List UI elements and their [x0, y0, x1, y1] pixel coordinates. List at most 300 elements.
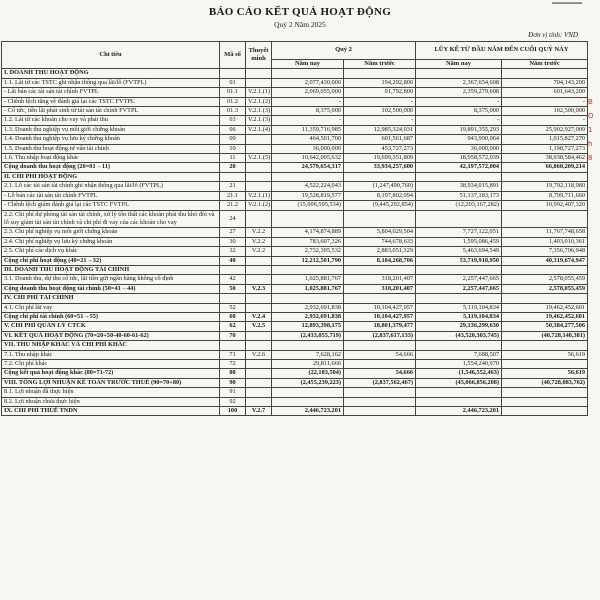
row-ytd-this-year: 2,257,447,665 [416, 284, 502, 293]
row-ytd-this-year: 29,136,299,630 [416, 322, 502, 331]
row-q-last-year [344, 210, 416, 228]
row-ytd-last-year: - [502, 116, 588, 125]
row-code: 01.3 [220, 107, 246, 116]
row-note: V.2.1.(1) [246, 88, 272, 97]
row-q-this-year [272, 172, 344, 181]
row-q-this-year: (2,433,055,719) [272, 331, 344, 340]
row-q-this-year: 2,069,055,000 [272, 88, 344, 97]
row-q-last-year [344, 388, 416, 397]
row-label: 1.3. Doanh thu nghiệp vụ môi giới chứng khoán [2, 125, 220, 134]
row-label: Cộng chi phí tài chính (60=51→55) [2, 312, 220, 321]
row-ytd-this-year: 53,719,918,950 [416, 256, 502, 265]
row-q-this-year: - [272, 116, 344, 125]
row-q-this-year: 2,732,395,532 [272, 247, 344, 256]
row-q-last-year: 318,201,407 [344, 275, 416, 284]
row-ytd-last-year [502, 265, 588, 274]
table-body [2, 69, 588, 416]
row-note: V.2.1.(5) [246, 154, 272, 163]
row-q-last-year: (2,837,562,467) [344, 378, 416, 387]
row-ytd-this-year: 5,463,694,549 [416, 247, 502, 256]
row-code: 71 [220, 350, 246, 359]
row-q-last-year: 19,699,351,809 [344, 154, 416, 163]
table-row [2, 97, 588, 106]
row-q-this-year [272, 265, 344, 274]
row-ytd-last-year: (40,728,140,381) [502, 331, 588, 340]
row-note: V.2.5 [246, 322, 272, 331]
row-q-last-year [344, 69, 416, 78]
row-ytd-last-year: 56,619 [502, 350, 588, 359]
row-q-this-year: 4,522,224,043 [272, 182, 344, 191]
row-label: 7.1. Thu nhập khác [2, 350, 220, 359]
row-label: 4.1. Chi phí lãi vay [2, 303, 220, 312]
row-note [246, 341, 272, 350]
row-note [246, 360, 272, 369]
row-code: 60 [220, 312, 246, 321]
row-code: 100 [220, 407, 246, 416]
row-ytd-last-year [502, 388, 588, 397]
table-row [2, 360, 588, 369]
table-row [2, 397, 588, 406]
row-q-this-year [272, 210, 344, 228]
row-note [246, 331, 272, 340]
header-quarter: Quý 2 [272, 42, 416, 60]
row-note [246, 135, 272, 144]
header-ytd-last-year: Năm trước [502, 60, 588, 69]
row-q-this-year: (15,006,595,534) [272, 201, 344, 210]
row-ytd-last-year: - [502, 97, 588, 106]
row-note [246, 256, 272, 265]
table-row [2, 303, 588, 312]
row-label: 2.4. Chi phí nghiệp vụ lưu ký chứng khoán [2, 237, 220, 246]
table-row [2, 407, 588, 416]
header-q-last-year: Năm trước [344, 60, 416, 69]
row-note [246, 78, 272, 87]
row-note [246, 294, 272, 303]
row-label: II. CHI PHÍ HOẠT ĐỘNG [2, 172, 220, 181]
row-code: 21.2 [220, 201, 246, 210]
header-q-this-year: Năm nay [272, 60, 344, 69]
row-note: V.2.1.(2) [246, 97, 272, 106]
table-row [2, 322, 588, 331]
row-ytd-this-year: 38,934,015,891 [416, 182, 502, 191]
row-code: 24 [220, 210, 246, 228]
header-code: Mã số [220, 42, 246, 69]
row-q-last-year: 102,500,000 [344, 107, 416, 116]
row-code: 91 [220, 388, 246, 397]
row-ytd-this-year: 2,257,447,665 [416, 275, 502, 284]
table-row [2, 228, 588, 237]
row-ytd-last-year [502, 172, 588, 181]
row-ytd-this-year: 18,958,572,039 [416, 154, 502, 163]
row-note [246, 69, 272, 78]
row-note: V.2.1.(2) [246, 201, 272, 210]
row-q-last-year [344, 265, 416, 274]
row-note: V.2.4 [246, 312, 272, 321]
table-row [2, 247, 588, 256]
row-code: 01 [220, 78, 246, 87]
row-label: I. DOANH THU HOẠT ĐỘNG [2, 69, 220, 78]
row-q-this-year: 8,375,000 [272, 107, 344, 116]
table-row [2, 341, 588, 350]
row-note: V.2.1.(4) [246, 125, 272, 134]
row-note: V.2.1.(3) [246, 107, 272, 116]
row-q-this-year [272, 388, 344, 397]
row-note: V.2.2 [246, 247, 272, 256]
row-ytd-this-year: 1,554,240,970 [416, 360, 502, 369]
row-ytd-last-year: 601,643,200 [502, 88, 588, 97]
row-q-this-year: 464,501,700 [272, 135, 344, 144]
row-ytd-this-year: - [416, 116, 502, 125]
row-ytd-last-year: 2,578,055,459 [502, 284, 588, 293]
row-q-last-year: - [344, 97, 416, 106]
row-ytd-this-year [416, 341, 502, 350]
row-ytd-last-year: 25,902,927,009 [502, 125, 588, 134]
table-row [2, 107, 588, 116]
row-q-last-year: 18,801,379,477 [344, 322, 416, 331]
row-label: 8.2. Lợi nhuận chưa thực hiện [2, 397, 220, 406]
row-label: Cộng doanh thu hoạt động (20=01→11) [2, 163, 220, 172]
row-label: IV. CHI PHÍ TÀI CHÍNH [2, 294, 220, 303]
row-q-this-year: 783,607,326 [272, 237, 344, 246]
row-q-this-year: 2,077,430,000 [272, 78, 344, 87]
row-q-last-year [344, 360, 416, 369]
row-q-last-year: 54,666 [344, 350, 416, 359]
row-code [220, 265, 246, 274]
row-ytd-this-year [416, 265, 502, 274]
row-ytd-last-year: 2,578,055,459 [502, 275, 588, 284]
row-note [246, 163, 272, 172]
row-label: - Lãi bán các tài sản tài chính FVTPL [2, 88, 220, 97]
row-label: - Chênh lệch tăng về đánh giá lại các TSTC FVTPL [2, 97, 220, 106]
row-ytd-last-year: 19,792,118,980 [502, 182, 588, 191]
row-label: 2.5. Chi phí các dịch vụ khác [2, 247, 220, 256]
row-label: 7.2. Chi phí khác [2, 360, 220, 369]
row-q-last-year: 12,985,324,031 [344, 125, 416, 134]
row-label: - Lỗ bán các tài sản tài chính FVTPL [2, 191, 220, 200]
row-q-last-year [344, 407, 416, 416]
header-indicator: Chỉ tiêu [2, 42, 220, 69]
table-row [2, 369, 588, 378]
row-label: Cộng doanh thu hoạt động tài chính (50=41→44) [2, 284, 220, 293]
row-note [246, 182, 272, 191]
row-label: 1.4. Doanh thu nghiệp vụ lưu ký chứng khoán [2, 135, 220, 144]
header-ytd-this-year: Năm nay [416, 60, 502, 69]
row-ytd-this-year [416, 210, 502, 228]
row-ytd-this-year: 2,446,723,201 [416, 407, 502, 416]
row-label: - Cổ tức, tiền lãi phát sinh từ tài sản tài chính FVTPL [2, 107, 220, 116]
row-label: 1.5. Doanh thu hoạt động tư vấn tài chính [2, 144, 220, 153]
row-q-last-year [344, 172, 416, 181]
table-row [2, 78, 588, 87]
row-q-this-year: 4,174,874,889 [272, 228, 344, 237]
row-ytd-this-year: (12,203,167,282) [416, 201, 502, 210]
row-ytd-last-year: 66,860,209,214 [502, 163, 588, 172]
row-code: 27 [220, 228, 246, 237]
row-ytd-last-year: 38,038,584,462 [502, 154, 588, 163]
row-ytd-last-year: 10,992,407,320 [502, 201, 588, 210]
row-note [246, 265, 272, 274]
row-q-this-year: - [272, 97, 344, 106]
row-q-last-year: 194,292,800 [344, 78, 416, 87]
row-label: 2.1. Lỗ các tài sản tài chính ghi nhận thông qua lãi/lỗ (FVTPL) [2, 182, 220, 191]
row-ytd-last-year: (40,728,083,762) [502, 378, 588, 387]
row-code: 62 [220, 322, 246, 331]
table-row [2, 210, 588, 228]
row-q-last-year: 601,561,687 [344, 135, 416, 144]
row-ytd-this-year: 7,688,507 [416, 350, 502, 359]
row-label: VI. KẾT QUẢ HOẠT ĐỘNG (70=20+50-40-60-61-62) [2, 331, 220, 340]
row-label: VIII. TỔNG LỢI NHUẬN KẾ TOÁN TRƯỚC THUẾ (90=70+80) [2, 378, 220, 387]
row-label: 1.2. Lãi từ các khoản cho vay và phải thu [2, 116, 220, 125]
table-row [2, 350, 588, 359]
row-ytd-this-year: 19,891,355,293 [416, 125, 502, 134]
row-label: VII. THU NHẬP KHÁC VÀ CHI PHÍ KHÁC [2, 341, 220, 350]
row-label: 3.1. Doanh thu, dự thu cổ tức, lãi tiền gửi ngân hàng không cố định [2, 275, 220, 284]
row-ytd-this-year: 7,727,122,051 [416, 228, 502, 237]
row-q-this-year: (2,455,239,223) [272, 378, 344, 387]
row-q-last-year: 8,197,802,094 [344, 191, 416, 200]
row-q-last-year: 8,184,268,706 [344, 256, 416, 265]
row-code: 10 [220, 144, 246, 153]
row-code [220, 294, 246, 303]
row-code: 06 [220, 125, 246, 134]
row-q-this-year: 12,212,501,790 [272, 256, 344, 265]
row-code [220, 69, 246, 78]
row-code [220, 172, 246, 181]
row-q-last-year: 10,104,427,957 [344, 303, 416, 312]
row-code [220, 341, 246, 350]
row-code: 92 [220, 397, 246, 406]
row-q-this-year: 10,642,005,632 [272, 154, 344, 163]
row-ytd-last-year: 1,198,727,273 [502, 144, 588, 153]
row-label: 8.1. Lợi nhuận đã thực hiện [2, 388, 220, 397]
row-code: 42 [220, 275, 246, 284]
handwritten-margin-mark: B O 1 h 8 [588, 98, 594, 162]
row-q-this-year [272, 341, 344, 350]
row-ytd-this-year: 2,367,654,608 [416, 78, 502, 87]
row-q-this-year: 29,811,666 [272, 360, 344, 369]
table-row [2, 388, 588, 397]
header-note: Thuyết minh [246, 42, 272, 69]
row-q-this-year: 11,359,716,985 [272, 125, 344, 134]
table-row [2, 182, 588, 191]
row-code: 01.2 [220, 97, 246, 106]
row-ytd-this-year: (45,066,856,208) [416, 378, 502, 387]
row-ytd-this-year: 5,119,104,834 [416, 303, 502, 312]
row-code: 70 [220, 331, 246, 340]
row-label: 2.3. Chi phí nghiệp vụ môi giới chứng khoán [2, 228, 220, 237]
row-code: 09 [220, 135, 246, 144]
row-ytd-last-year: 56,619 [502, 369, 588, 378]
table-row [2, 331, 588, 340]
row-note [246, 144, 272, 153]
row-note [246, 210, 272, 228]
report-title: BÁO CÁO KẾT QUẢ HOẠT ĐỘNG [208, 6, 392, 18]
row-ytd-this-year: 2,359,279,608 [416, 88, 502, 97]
header-ytd: LŨY KẾ TỪ ĐẦU NĂM ĐẾN CUỐI QUÝ NÀY [416, 42, 588, 60]
row-ytd-last-year [502, 210, 588, 228]
row-code: 11 [220, 154, 246, 163]
row-q-last-year: 318,201,407 [344, 284, 416, 293]
table-row [2, 144, 588, 153]
row-label: Cộng kết quả hoạt động khác (80=71-72) [2, 369, 220, 378]
row-ytd-this-year: - [416, 97, 502, 106]
row-note: V.2.1.(3) [246, 116, 272, 125]
row-ytd-this-year: 943,990,064 [416, 135, 502, 144]
row-ytd-this-year: 42,197,572,004 [416, 163, 502, 172]
row-code: 72 [220, 360, 246, 369]
row-ytd-this-year: 1,595,086,459 [416, 237, 502, 246]
row-ytd-this-year [416, 294, 502, 303]
table-row [2, 284, 588, 293]
row-ytd-last-year: 1,015,827,270 [502, 135, 588, 144]
row-label: IX. CHI PHÍ THUẾ TNDN [2, 407, 220, 416]
row-note [246, 303, 272, 312]
row-q-last-year: (2,837,617,133) [344, 331, 416, 340]
row-q-this-year [272, 294, 344, 303]
row-ytd-this-year [416, 172, 502, 181]
row-code: 80 [220, 369, 246, 378]
row-q-last-year: (9,445,292,854) [344, 201, 416, 210]
row-ytd-last-year [502, 341, 588, 350]
table-row [2, 265, 588, 274]
row-ytd-last-year [502, 407, 588, 416]
row-q-last-year: 744,678,633 [344, 237, 416, 246]
table-row [2, 256, 588, 265]
row-ytd-last-year [502, 294, 588, 303]
row-ytd-this-year [416, 397, 502, 406]
table-row [2, 154, 588, 163]
row-q-this-year: 1,025,881,767 [272, 275, 344, 284]
row-note: V.2.1.(1) [246, 191, 272, 200]
row-q-last-year [344, 294, 416, 303]
row-ytd-last-year: 102,500,000 [502, 107, 588, 116]
row-label: Cộng chi phí hoạt động (40=21→32) [2, 256, 220, 265]
table-row [2, 69, 588, 78]
table-row [2, 88, 588, 97]
row-code: 90 [220, 378, 246, 387]
row-note: V.2.6 [246, 350, 272, 359]
row-q-this-year [272, 69, 344, 78]
row-code: 21.1 [220, 191, 246, 200]
report-period: Quý 2 Năm 2025 [274, 20, 326, 29]
row-note: V.2.3 [246, 284, 272, 293]
row-note [246, 275, 272, 284]
row-code: 40 [220, 256, 246, 265]
row-code: 30 [220, 237, 246, 246]
row-code: 50 [220, 284, 246, 293]
row-ytd-this-year: 51,137,183,173 [416, 191, 502, 200]
row-note [246, 172, 272, 181]
row-q-last-year: 91,792,800 [344, 88, 416, 97]
row-code: 32 [220, 247, 246, 256]
row-label: V. CHI PHÍ QUẢN LÝ CTCK [2, 322, 220, 331]
table-row [2, 201, 588, 210]
row-q-last-year: 5,804,029,504 [344, 228, 416, 237]
row-q-this-year: 19,528,819,577 [272, 191, 344, 200]
row-ytd-last-year: 7,356,796,948 [502, 247, 588, 256]
income-statement-table [1, 41, 588, 416]
row-note [246, 397, 272, 406]
row-ytd-last-year: 19,462,452,601 [502, 312, 588, 321]
table-row [2, 275, 588, 284]
row-q-this-year: 2,932,691,838 [272, 303, 344, 312]
row-label: 1.1. Lãi từ các TSTC ghi nhận thông qua lãi/lỗ (FVTPL) [2, 78, 220, 87]
row-ytd-last-year: 704,143,200 [502, 78, 588, 87]
row-q-last-year: 10,104,427,957 [344, 312, 416, 321]
row-ytd-this-year: (1,546,552,463) [416, 369, 502, 378]
row-q-last-year [344, 397, 416, 406]
row-label: III. DOANH THU HOẠT ĐỘNG TÀI CHÍNH [2, 265, 220, 274]
row-ytd-last-year: 8,799,711,660 [502, 191, 588, 200]
currency-unit: Đơn vị tính: VND [528, 31, 578, 39]
row-q-this-year: 12,893,398,175 [272, 322, 344, 331]
table-row [2, 378, 588, 387]
row-note [246, 378, 272, 387]
row-note [246, 369, 272, 378]
row-code: 01.1 [220, 88, 246, 97]
row-code: 03 [220, 116, 246, 125]
row-q-this-year: (22,183,504) [272, 369, 344, 378]
row-ytd-this-year: 36,000,000 [416, 144, 502, 153]
table-row [2, 125, 588, 134]
row-code: 20 [220, 163, 246, 172]
row-ytd-this-year [416, 69, 502, 78]
row-ytd-last-year: 11,767,748,658 [502, 228, 588, 237]
table-row [2, 312, 588, 321]
row-q-this-year: 2,446,723,201 [272, 407, 344, 416]
row-ytd-last-year: 40,319,674,947 [502, 256, 588, 265]
row-note: V.2.2 [246, 237, 272, 246]
row-q-this-year: 1,025,881,767 [272, 284, 344, 293]
table-row [2, 191, 588, 200]
table-row [2, 172, 588, 181]
row-label: - Chênh lệch giảm đánh giá lại các TSTC FVTPL [2, 201, 220, 210]
table-row [2, 135, 588, 144]
table-row [2, 294, 588, 303]
row-ytd-last-year: 50,384,277,506 [502, 322, 588, 331]
row-q-last-year: 2,883,051,329 [344, 247, 416, 256]
row-ytd-last-year [502, 69, 588, 78]
row-note [246, 388, 272, 397]
row-ytd-this-year: 5,119,104,834 [416, 312, 502, 321]
row-q-last-year: (1,247,490,760) [344, 182, 416, 191]
row-q-this-year: 24,579,654,317 [272, 163, 344, 172]
row-ytd-last-year [502, 397, 588, 406]
row-code: 21 [220, 182, 246, 191]
row-q-last-year: 54,666 [344, 369, 416, 378]
row-ytd-last-year [502, 360, 588, 369]
row-q-this-year: 36,000,000 [272, 144, 344, 153]
table-row [2, 237, 588, 246]
row-q-last-year: - [344, 116, 416, 125]
row-ytd-this-year: (43,520,303,745) [416, 331, 502, 340]
row-q-last-year [344, 341, 416, 350]
row-label: 2.2. Chi phí dự phòng tài sản tài chính, xử lý tổn thất các khoản phải thu khó đòi và lỗ suy giảm tài sản tài chính và chi phí đi vay của các khoản cho vay [2, 210, 220, 228]
row-q-this-year [272, 397, 344, 406]
row-note: V.2.7 [246, 407, 272, 416]
row-q-this-year: 2,932,691,838 [272, 312, 344, 321]
row-q-this-year: 7,628,162 [272, 350, 344, 359]
row-ytd-this-year [416, 388, 502, 397]
row-note: V.2.2 [246, 228, 272, 237]
table-row [2, 116, 588, 125]
row-q-last-year: 33,934,257,600 [344, 163, 416, 172]
row-code: 52 [220, 303, 246, 312]
table-row [2, 163, 588, 172]
row-label: 1.6. Thu nhập hoạt động khác [2, 154, 220, 163]
row-ytd-last-year: 1,403,010,361 [502, 237, 588, 246]
